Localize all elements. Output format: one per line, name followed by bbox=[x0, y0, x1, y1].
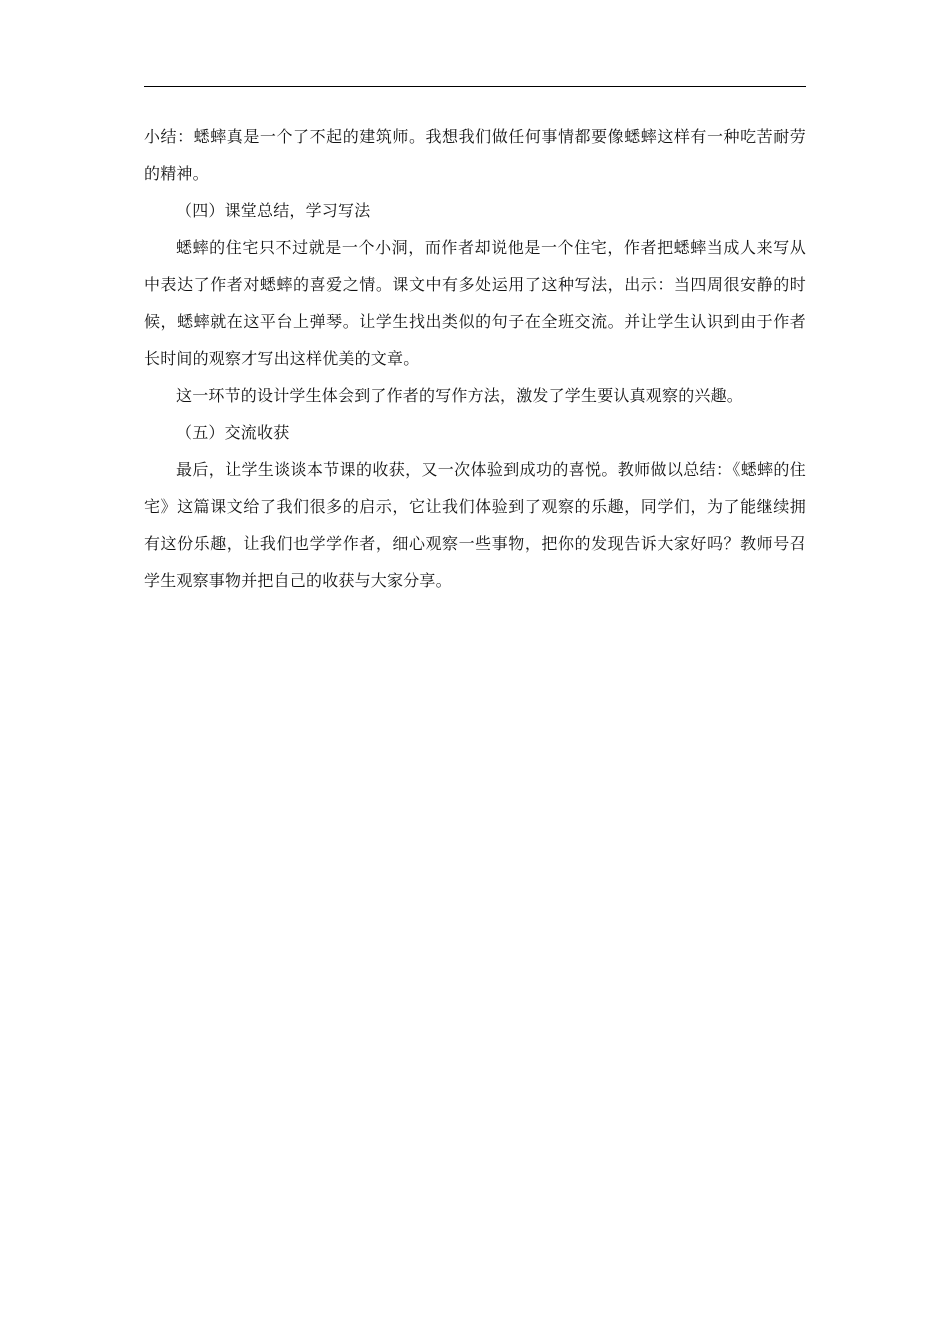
header-rule bbox=[144, 86, 806, 87]
design-note-paragraph: 这一环节的设计学生体会到了作者的写作方法，激发了学生要认真观察的兴趣。 bbox=[176, 386, 744, 405]
writing-method-paragraph: 蟋蟀的住宅只不过就是一个小洞，而作者却说他是一个住宅，作者把蟋蟀当成人来写从中表达了作者对蟋蟀的喜爱之情。课文中有多处运用了这种写法，出示：当四周很安静的时候，蟋蟀就在这平台上弹琴。让学生找出类似的句子在全班交流。并让学生认识到由于作者长时间的观察才写出这样优美的文章。 bbox=[144, 238, 806, 368]
document-body bbox=[144, 118, 806, 599]
summary-paragraph: 小结：蟋蟀真是一个了不起的建筑师。我想我们做任何事情都要像蟋蟀这样有一种吃苦耐劳的精神。 bbox=[144, 127, 806, 183]
section-heading-4: （四）课堂总结，学习写法 bbox=[176, 201, 371, 220]
conclusion-paragraph: 最后，让学生谈谈本节课的收获，又一次体验到成功的喜悦。教师做以总结：《蟋蟀的住宅》这篇课文给了我们很多的启示，它让我们体验到了观察的乐趣，同学们，为了能继续拥有这份乐趣，让我们也学学作者，细心观察一些事物，把你的发现告诉大家好吗？教师号召学生观察事物并把自己的收获与大家分享。 bbox=[144, 460, 806, 590]
section-heading-5: （五）交流收获 bbox=[176, 423, 290, 442]
